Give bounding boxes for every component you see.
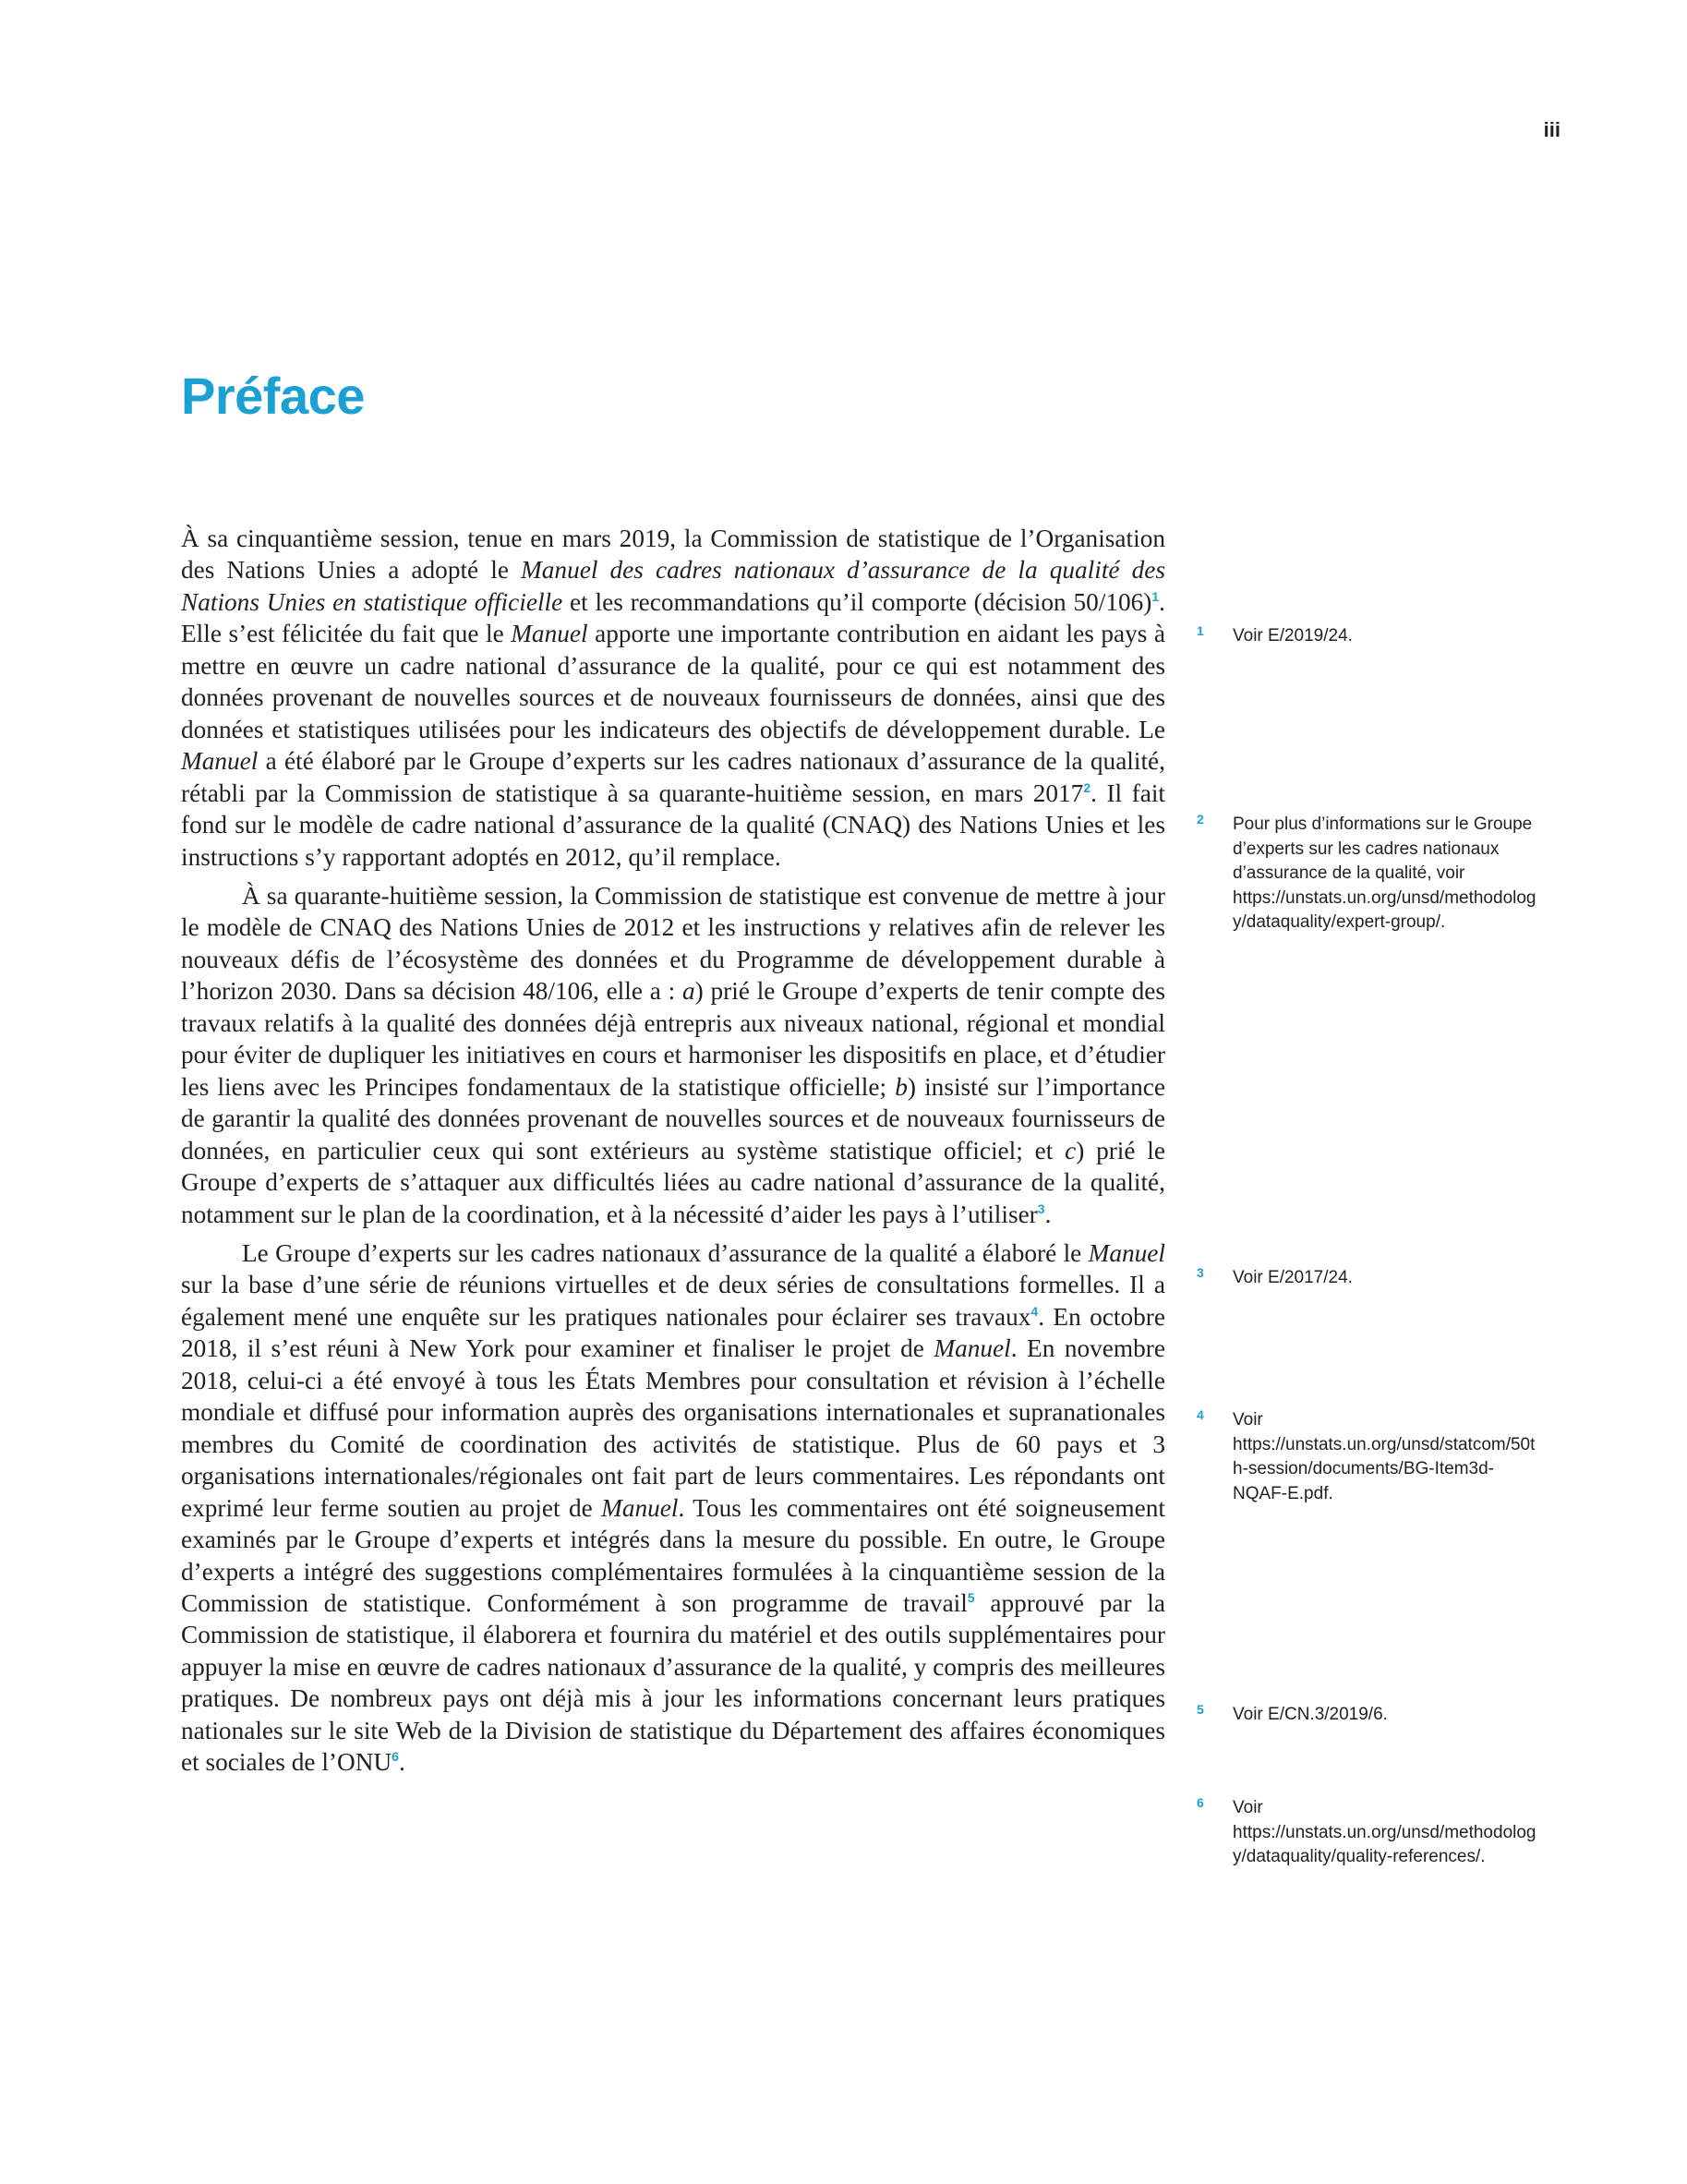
paragraph bbox=[181, 523, 1165, 873]
footnote-ref: 5 bbox=[967, 1589, 975, 1605]
page-title: Préface bbox=[181, 367, 365, 425]
footnote-number: 5 bbox=[1197, 1702, 1204, 1717]
text-run: À sa cinquantième session, tenue en mars 2019, la Commission de statistique de l’Organisation des Nations Unies a adopté le bbox=[181, 525, 1165, 585]
text-run: . En novembre 2018, celui-ci a été envoyé à tous les États Membres pour consultation et révision à l’échelle mondiale et diffusé pour information auprès des organisations internationales et supranationales membres du Comité de coordination des activités de statistique. Plus de 60 pays et 3 organisations internationales/régionales ont fait part de leurs commentaires. Les répondants ont exprimé leur ferme soutien au projet de bbox=[181, 1334, 1165, 1522]
footnote bbox=[1197, 1703, 1538, 1728]
footnote-ref: 3 bbox=[1037, 1201, 1045, 1216]
footnote-text: Voir https://unstats.un.org/unsd/methodology/dataquality/quality-references/. bbox=[1233, 1798, 1536, 1866]
text-run: a été élaboré par le Groupe d’experts sur les cadres nationaux d’assurance de la qualité, rétabli par la Commission de statistique à sa quarante-huitième session, en mars 2017 bbox=[181, 747, 1165, 807]
text-run: ) prié le Groupe d’experts de s’attaquer aux difficultés liées au cadre national d’assurance de la qualité, notamment sur le plan de la coordination, et à la nécessité d’aider les pays à l’utiliser bbox=[181, 1136, 1165, 1228]
text-run: ) insisté sur l’importance de garantir la qualité des données provenant de nouvelles sources et de nouveaux fournisseurs de données, en particulier ceux qui sont extérieurs au système statistique officiel; et bbox=[181, 1072, 1165, 1164]
text-run: . Il fait fond sur le modèle de cadre national d’assurance de la qualité (CNAQ) des Nations Unies et les instructions s’y rapportant adoptés en 2012, qu’il remplace. bbox=[181, 778, 1166, 871]
footnote-ref: 6 bbox=[392, 1749, 399, 1765]
footnote-text: Voir E/2019/24. bbox=[1233, 626, 1353, 646]
text-run: et les recommandations qu’il comporte (décision 50/106) bbox=[562, 587, 1152, 616]
text-run: approuvé par la Commission de statistique, il élaborera et fournira du matériel et des outils supplémentaires pour appuyer la mise en œuvre de cadres nationaux d’assurance de la qualité, y compris des meilleures pratiques. De nombreux pays ont déjà mis à jour les informations concernant leurs pratiques nationales sur le site Web de la Division de statistique du Département des affaires économiques et sociales de l’ONU bbox=[181, 1588, 1165, 1777]
footnote bbox=[1197, 813, 1538, 935]
text-run: . En octobre 2018, il s’est réuni à New York pour examiner et finaliser le projet de bbox=[181, 1302, 1165, 1363]
text-run: Le Groupe d’experts sur les cadres nationaux d’assurance de la qualité a élaboré le bbox=[242, 1238, 1089, 1267]
footnote bbox=[1197, 1408, 1538, 1506]
footnote-text: Voir E/CN.3/2019/6. bbox=[1233, 1705, 1388, 1724]
text-run: apporte une importante contribution en aidant les pays à mettre en œuvre un cadre national d’assurance de la qualité, pour ce qui est notamment des données provenant de nouvelles sources et de nouveaux fournisseurs de données, ainsi que des données et statistiques utilisées pour les indicateurs des objectifs de développement durable. Le bbox=[181, 620, 1165, 743]
italic-text: Manuel bbox=[934, 1334, 1011, 1363]
text-run: . bbox=[398, 1748, 405, 1777]
footnote-ref: 2 bbox=[1083, 779, 1091, 795]
italic-text: Manuel bbox=[511, 620, 588, 648]
footnote bbox=[1197, 1266, 1538, 1291]
footnote bbox=[1197, 624, 1538, 649]
text-run: ) prié le Groupe d’experts de tenir compte des travaux relatifs à la qualité des données déjà entrepris aux niveaux national, régional et mondial pour éviter de dupliquer les initiatives en cours et harmoniser les dispositifs en place, et d’étudier les liens avec les Principes fondamentaux de la statistique officielle; bbox=[181, 977, 1165, 1101]
text-run: sur la base d’une série de réunions virtuelles et de deux séries de consultations formelles. Il a également mené une enquête sur les pratiques nationales pour éclairer ses travaux bbox=[181, 1271, 1165, 1331]
footnote-text: Voir E/2017/24. bbox=[1233, 1268, 1353, 1287]
text-run: À sa quarante-huitième session, la Commission de statistique est convenue de mettre à jour le modèle de CNAQ des Nations Unies de 2012 et les instructions y relatives afin de relever les nouveaux défis de l’écosystème des données et du Programme de développement durable à l’horizon 2030. Dans sa décision 48/106, elle a : bbox=[181, 881, 1165, 1006]
paragraph bbox=[181, 1237, 1165, 1779]
italic-text: Manuel bbox=[1088, 1238, 1165, 1267]
italic-text: b bbox=[895, 1072, 908, 1101]
italic-text: Manuel bbox=[601, 1493, 679, 1522]
footnote-number: 1 bbox=[1197, 623, 1204, 638]
footnote-ref: 4 bbox=[1030, 1303, 1039, 1319]
italic-text: Manuel bbox=[181, 747, 259, 776]
footnote-number: 4 bbox=[1197, 1407, 1204, 1422]
footnote-number: 3 bbox=[1197, 1265, 1204, 1280]
italic-text: Manuel des cadres nationaux d’assurance de la qualité des Nations Unies en statistique officielle bbox=[181, 556, 1165, 616]
footnote-number: 6 bbox=[1197, 1795, 1204, 1810]
italic-text: a bbox=[681, 977, 695, 1006]
paragraph bbox=[181, 880, 1165, 1230]
text-run: . Tous les commentaires ont été soigneusement examinés par le Groupe d’experts et intégrés dans la mesure du possible. En outre, le Groupe d’experts a intégré des suggestions complémentaires formulées à la cinquantième session de la Commission de statistique. Conformément à son programme de travail bbox=[181, 1493, 1165, 1617]
text-run: . bbox=[1044, 1200, 1052, 1228]
text-run: . Elle s’est félicitée du fait que le bbox=[181, 587, 1165, 648]
footnote-ref: 1 bbox=[1151, 588, 1160, 604]
body-text bbox=[181, 523, 1165, 1786]
footnote-text: Voir https://unstats.un.org/unsd/statcom/50th-session/documents/BG-Item3d-NQAF-E.pdf. bbox=[1233, 1410, 1536, 1503]
footnote-text: Pour plus d’informations sur le Groupe d’experts sur les cadres nationaux d’assurance de la qualité, voir https://unstats.un.org/unsd/methodology/dataquality/expert-group/. bbox=[1233, 814, 1536, 932]
page-number: iii bbox=[1543, 118, 1560, 141]
footnote-number: 2 bbox=[1197, 812, 1204, 827]
italic-text: c bbox=[1065, 1136, 1077, 1164]
footnote bbox=[1197, 1796, 1538, 1870]
